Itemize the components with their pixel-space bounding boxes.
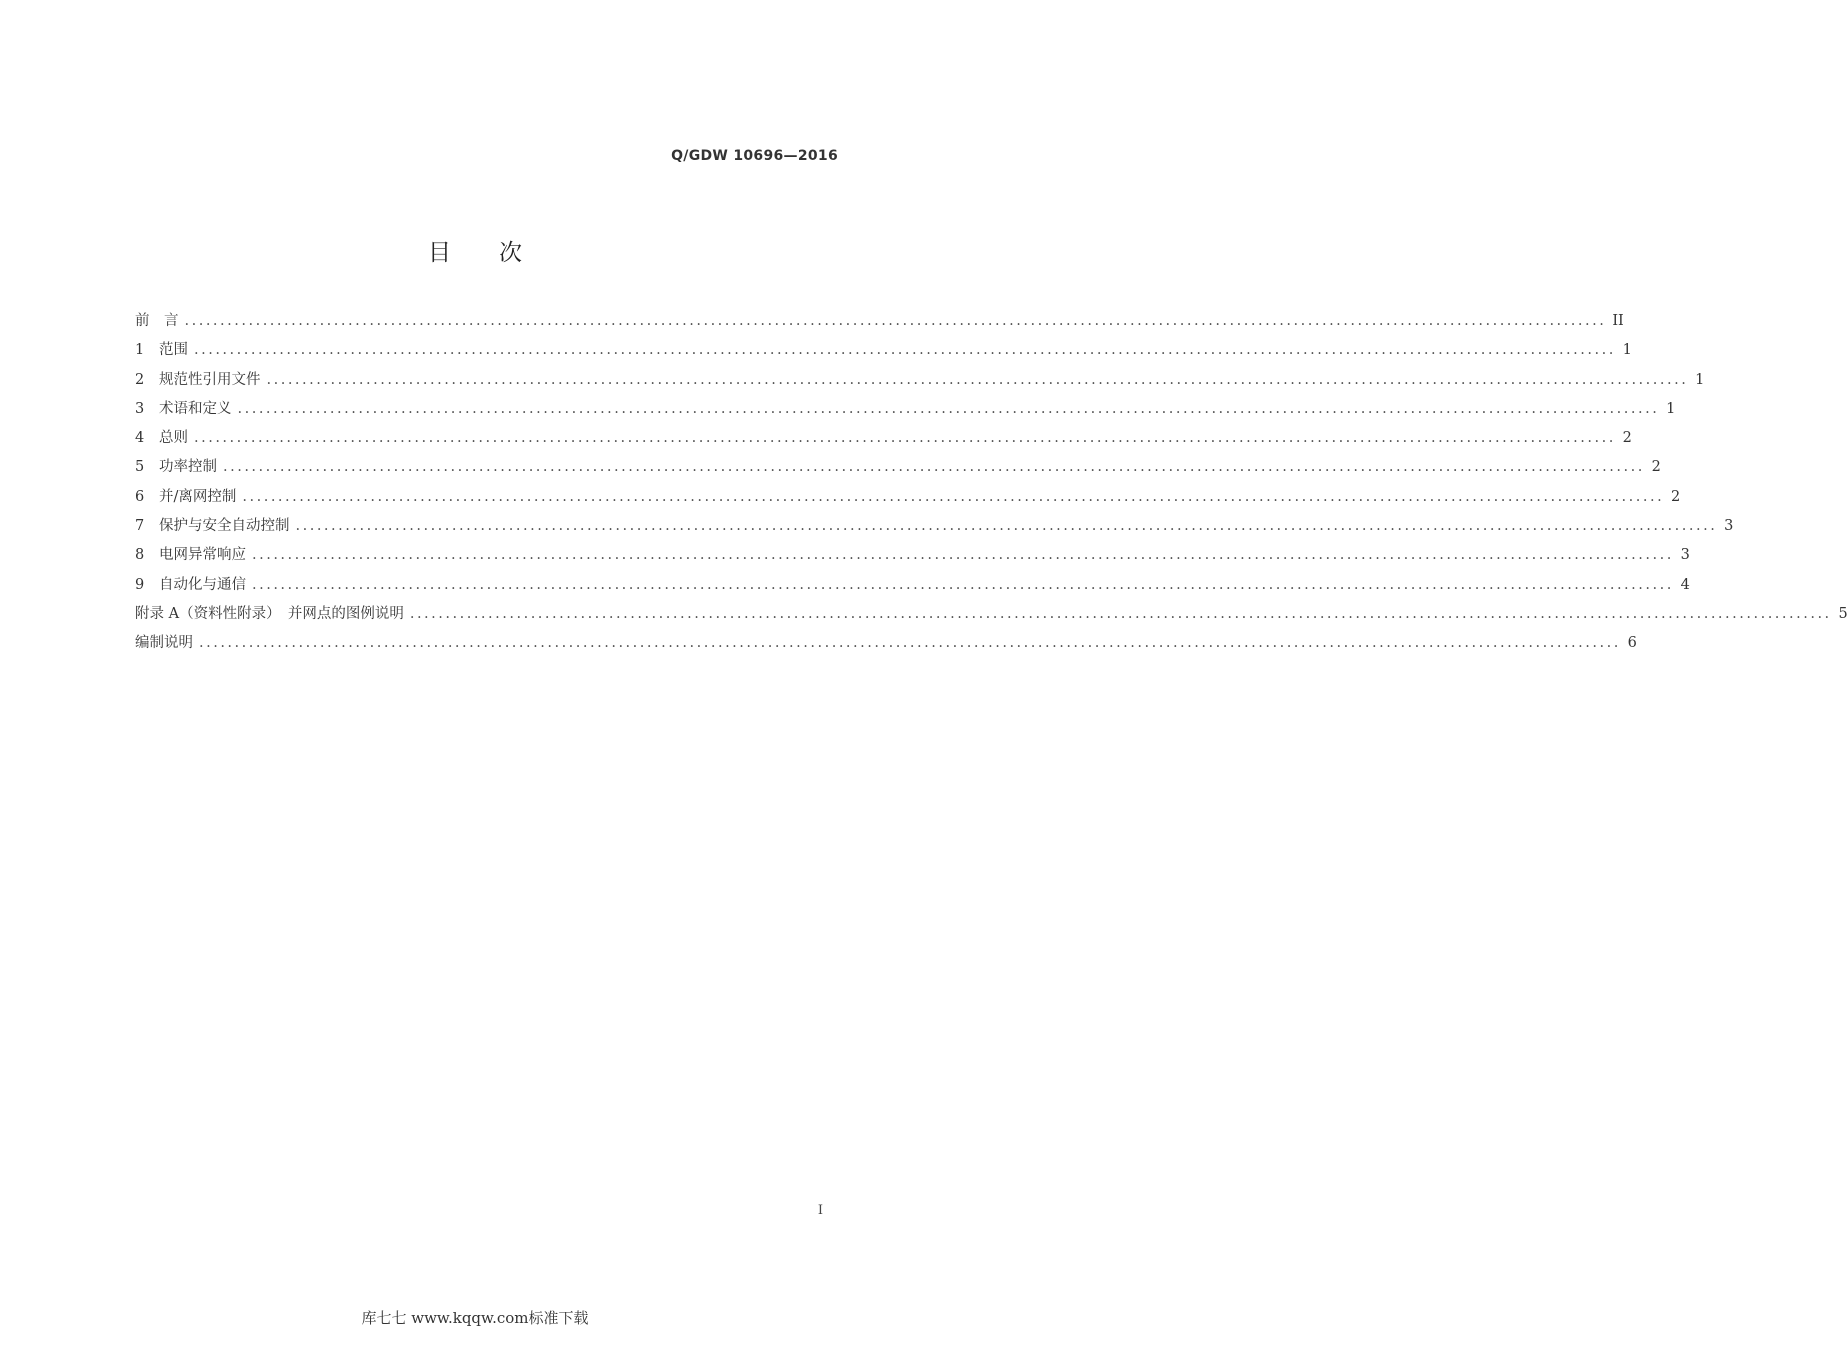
toc-entry-label: 总则 [159,430,188,447]
toc-entry-label: 电网异常响应 [159,547,246,564]
toc-entry-label: 附录 A（资料性附录） 并网点的图例说明 [135,605,404,622]
toc-entry-label: 并/离网控制 [159,488,237,505]
toc-entry[interactable] [135,338,1632,367]
toc-entry-number: 7 [135,518,145,535]
toc-entry-number: 1 [135,342,145,359]
page-number: I [817,1203,823,1218]
toc-entry-label: 编制说明 [135,635,193,652]
toc-entry-page: 1 [1666,400,1676,417]
toc-leader-dots: ........................................................................................................................................................................................................ [194,430,1616,447]
title-char-1: 目 [428,240,451,266]
table-of-contents [135,309,1848,661]
toc-entry-label: 规范性引用文件 [159,371,261,388]
toc-leader-dots: ........................................................................................................................................................................................................ [252,576,1674,593]
toc-entry-page: 2 [1622,430,1632,447]
toc-entry-number: 5 [135,459,145,476]
toc-entry-label: 自动化与通信 [159,576,246,593]
toc-entry-label: 保护与安全自动控制 [159,518,290,535]
toc-entry-label: 前 言 [135,313,179,329]
toc-leader-dots: ........................................................................................................................................................................................................ [252,547,1674,564]
toc-entry-page: 3 [1724,518,1734,535]
toc-entry[interactable] [135,485,1681,514]
toc-leader-dots: ........................................................................................................................................................................................................ [199,635,1621,652]
toc-entry[interactable] [135,602,1848,631]
toc-entry-page: 6 [1627,635,1637,652]
toc-entry-number: 3 [135,400,145,417]
toc-entry[interactable] [135,309,1624,338]
page-title [0,234,950,267]
toc-entry-page: 1 [1695,371,1705,388]
standard-code: Q/GDW 10696—2016 [671,148,838,164]
toc-entry-page: 2 [1651,459,1661,476]
toc-entry-number: 8 [135,547,145,564]
toc-entry[interactable] [135,368,1705,397]
toc-entry-page: 2 [1670,488,1681,505]
toc-entry-number: 4 [135,430,145,447]
toc-entry[interactable] [135,455,1661,484]
toc-leader-dots: ........................................................................................................................................................................................................ [242,488,1665,505]
toc-entry-page: II [1612,313,1624,329]
toc-leader-dots: ........................................................................................................................................................................................................ [194,342,1616,359]
toc-leader-dots: ........................................................................................................................................................................................................ [266,371,1689,388]
toc-entry[interactable] [135,631,1637,660]
toc-entry[interactable] [135,514,1734,543]
toc-entry-page: 4 [1680,576,1690,593]
toc-entry[interactable] [135,426,1632,455]
footer-watermark: 库七七 www.kqqw.com标准下载 [361,1309,589,1327]
title-char-2: 次 [499,240,522,266]
toc-leader-dots: ........................................................................................................................................................................................................ [184,313,1607,329]
toc-entry[interactable] [135,573,1690,602]
toc-entry-page: 5 [1838,605,1848,622]
toc-entry[interactable] [135,397,1676,426]
toc-entry-label: 范围 [159,342,188,359]
toc-entry[interactable] [135,543,1690,572]
toc-entry-number: 2 [135,371,145,388]
toc-entry-label: 功率控制 [159,459,217,476]
toc-entry-number: 6 [135,488,145,505]
toc-leader-dots: ........................................................................................................................................................................................................ [295,518,1718,535]
toc-leader-dots: ........................................................................................................................................................................................................ [409,605,1832,622]
toc-leader-dots: ........................................................................................................................................................................................................ [223,459,1645,476]
toc-entry-label: 术语和定义 [159,400,232,417]
toc-entry-number: 9 [135,576,145,593]
toc-entry-page: 1 [1622,342,1632,359]
toc-leader-dots: ........................................................................................................................................................................................................ [237,400,1660,417]
toc-entry-page: 3 [1680,547,1690,564]
